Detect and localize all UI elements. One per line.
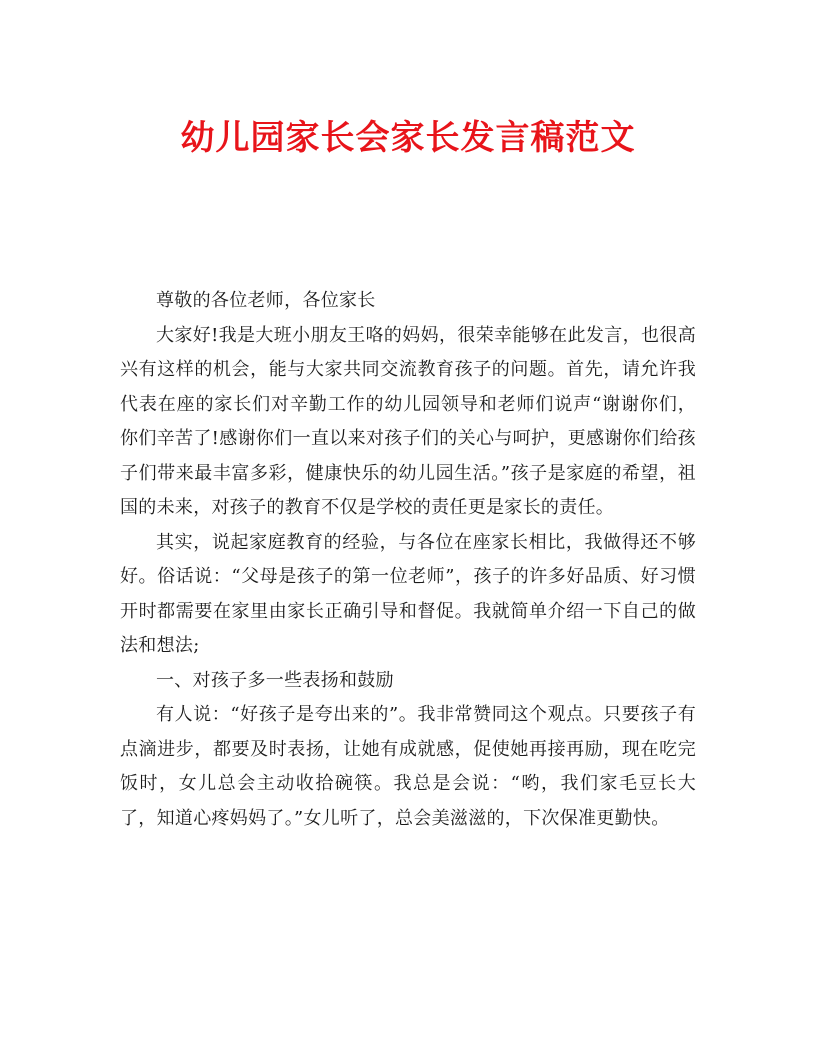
document-title: 幼儿园家长会家长发言稿范文 [180,118,636,158]
praise-paragraph: 有人说：“好孩子是夸出来的”。我非常赞同这个观点。只要孩子有点滴进步，都要及时表扬，让她有成就感，促使她再接再励，现在吃完饭时，女儿总会主动收拾碗筷。我总是会说：“哟，我们家毛豆长大了，知道心疼妈妈了。”女儿听了，总会美滋滋的，下次保准更勤快。 [120,704,696,829]
document-body [120,284,696,836]
section-heading: 一、对孩子多一些表扬和鼓励 [156,669,394,691]
experience-paragraph: 其实，说起家庭教育的经验，与各位在座家长相比，我做得还不够好。俗话说：“父母是孩子的第一位老师”，孩子的许多好品质、好习惯开时都需要在家里由家长正确引导和督促。我就简单介绍一下自己的做法和想法; [120,531,696,656]
salutation-paragraph: 尊敬的各位老师，各位家长 [156,290,376,311]
greeting-paragraph: 大家好!我是大班小朋友王咯的妈妈，很荣幸能够在此发言，也很高兴有这样的机会，能与大家共同交流教育孩子的问题。首先，请允许我代表在座的家长们对辛勤工作的幼儿园领导和老师们说声“谢谢你们，你们辛苦了!感谢你们一直以来对孩子们的关心与呵护，更感谢你们给孩子们带来最丰富多彩，健康快乐的幼儿园生活。”孩子是家庭的希望，祖国的未来，对孩子的教育不仅是学校的责任更是家长的责任。 [120,324,696,518]
